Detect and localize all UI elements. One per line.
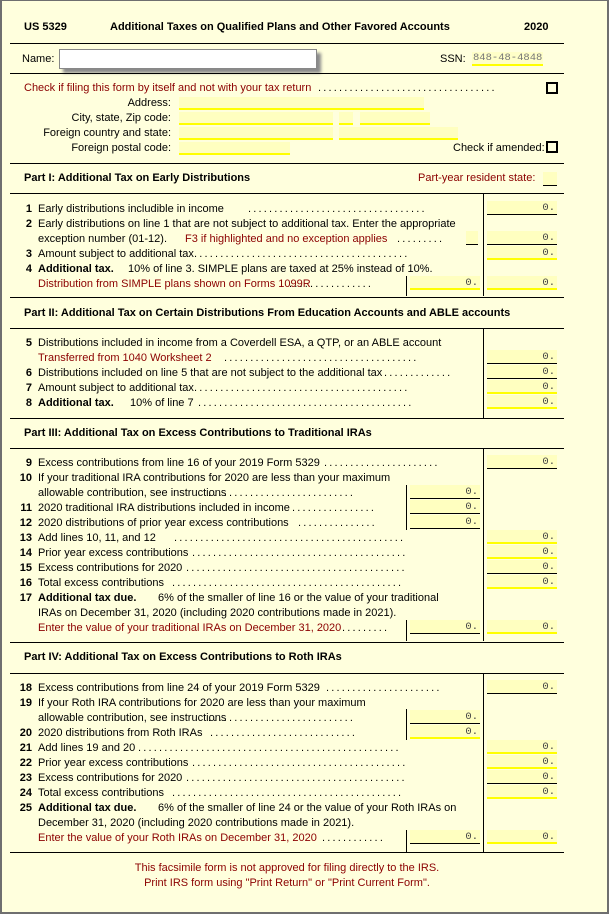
- traditional-ira-value-input[interactable]: 0.: [410, 620, 480, 634]
- line-9-input[interactable]: 0.: [487, 455, 557, 469]
- line-20-input[interactable]: 0.: [410, 725, 480, 739]
- divider: [10, 73, 564, 74]
- line-2-note: F3 if highlighted and no exception applies: [185, 233, 388, 245]
- line-number: 14: [19, 547, 32, 559]
- line-4-input[interactable]: 0.: [487, 276, 557, 290]
- line-17-input[interactable]: 0.: [487, 620, 557, 634]
- line-10-input[interactable]: 0.: [410, 485, 480, 499]
- leader-dots: ............................................: [172, 787, 404, 799]
- address-label: Address:: [127, 97, 171, 109]
- line-15-input[interactable]: 0.: [487, 560, 557, 574]
- line-14-input[interactable]: 0.: [487, 545, 557, 559]
- line-2-label-cont: exception number (01-12).: [38, 233, 168, 245]
- filing-alone-label: Check if filing this form by itself and not with your tax return: [24, 82, 312, 94]
- leader-dots: .........: [342, 622, 390, 634]
- leader-dots: ..........................................: [186, 772, 407, 784]
- leader-dots: ..........................................: [186, 562, 407, 574]
- line-25-bold-label: Additional tax due.: [38, 802, 137, 814]
- line-number: 1: [25, 203, 32, 215]
- name-input[interactable]: [59, 49, 317, 69]
- part1-title: Part I: Additional Tax on Early Distributions: [24, 172, 251, 184]
- line-13-label: Add lines 10, 11, and 12: [38, 532, 156, 544]
- line-25-input[interactable]: 0.: [487, 830, 557, 844]
- leader-dots: .....................................: [224, 352, 419, 364]
- line-13-input[interactable]: 0.: [487, 530, 557, 544]
- line-18-label: Excess contributions from line 24 of your 2019 Form 5329: [38, 682, 320, 694]
- line-number: 17: [19, 592, 32, 604]
- divider: [10, 673, 564, 674]
- name-label: Name:: [22, 53, 55, 65]
- line-4-bold-label: Additional tax.: [38, 263, 114, 275]
- ssn-label: SSN:: [440, 53, 466, 65]
- line-21-input[interactable]: 0.: [487, 740, 557, 754]
- form-id: US 5329: [24, 21, 67, 33]
- amended-label: Check if amended:: [453, 142, 545, 154]
- line-5-input[interactable]: 0.: [487, 350, 557, 364]
- line-17-bold-label: Additional tax due.: [38, 592, 137, 604]
- column-divider: [406, 485, 407, 530]
- line-3-input[interactable]: 0.: [487, 246, 557, 260]
- leader-dots: .........: [397, 233, 445, 245]
- line-15-label: Excess contributions for 2020: [38, 562, 183, 574]
- line-22-input[interactable]: 0.: [487, 755, 557, 769]
- line-6-label: Distributions included on line 5 that are not subject to the additional tax: [38, 367, 383, 379]
- line-number: 2: [25, 218, 32, 230]
- leader-dots: .........................................: [192, 757, 408, 769]
- line-number: 7: [25, 382, 32, 394]
- line-19-label: If your Roth IRA contributions for 2020 are less than your maximum: [38, 697, 366, 709]
- foreign-postal-input[interactable]: [179, 142, 290, 155]
- line-5-note: Transferred from 1040 Worksheet 2: [38, 352, 212, 364]
- line-24-label: Total excess contributions: [38, 787, 164, 799]
- line-16-label: Total excess contributions: [38, 577, 164, 589]
- line-number: 23: [19, 772, 32, 784]
- line-23-label: Excess contributions for 2020: [38, 772, 183, 784]
- line-19-label-cont: allowable contribution, see instructions: [38, 712, 227, 724]
- resident-state-input[interactable]: [543, 172, 557, 186]
- leader-dots: .........................................: [194, 382, 410, 394]
- line-21-label: Add lines 19 and 20: [38, 742, 136, 754]
- line-25-label-cont: December 31, 2020 (including 2020 contributions made in 2021).: [38, 817, 355, 829]
- line-24-input[interactable]: 0.: [487, 785, 557, 799]
- column-divider: [406, 830, 407, 852]
- line-19-input[interactable]: 0.: [410, 710, 480, 724]
- divider: [10, 448, 564, 449]
- line-2-label: Early distributions on line 1 that are not subject to additional tax. Enter the appropriate: [38, 218, 456, 230]
- foreign-country-label: Foreign country and state:: [43, 127, 171, 139]
- line-3-label: Amount subject to additional tax: [38, 248, 194, 260]
- line-number: 9: [25, 457, 32, 469]
- leader-dots: ............................: [208, 712, 356, 724]
- leader-dots: ............................................: [172, 577, 404, 589]
- line-11-input[interactable]: 0.: [410, 500, 480, 514]
- divider: [10, 852, 564, 853]
- line-18-input[interactable]: 0.: [487, 680, 557, 694]
- exception-number-input[interactable]: [466, 231, 478, 245]
- line-10-label: If your traditional IRA contributions for 2020 are less than your maximum: [38, 472, 391, 484]
- line-25-label: 6% of the smaller of line 24 or the value of your Roth IRAs on: [158, 802, 457, 814]
- column-divider: [483, 193, 484, 296]
- line-16-input[interactable]: 0.: [487, 575, 557, 589]
- line-number: 5: [25, 337, 32, 349]
- footer-disclaimer: This facsimile form is not approved for filing directly to the IRS.: [134, 862, 440, 874]
- footer-print-instructions: Print IRS form using "Print Return" or "Print Current Form".: [144, 877, 430, 889]
- leader-dots: ................: [292, 502, 377, 514]
- leader-dots: ...............: [298, 517, 377, 529]
- line-number: 13: [19, 532, 32, 544]
- simple-distribution-input[interactable]: 0.: [410, 276, 480, 290]
- column-divider: [483, 328, 484, 418]
- city-input[interactable]: [179, 112, 333, 125]
- filing-alone-checkbox[interactable]: [546, 82, 558, 94]
- line-11-label: 2020 traditional IRA distributions included in income: [38, 502, 290, 514]
- part3-title: Part III: Additional Tax on Excess Contributions to Traditional IRAs: [24, 427, 372, 439]
- leader-dots: ..................................: [318, 82, 497, 94]
- leader-dots: ............................: [210, 727, 358, 739]
- line-number: 22: [19, 757, 32, 769]
- ssn-field[interactable]: 848-48-4848: [473, 52, 543, 64]
- line-1-label: Early distributions includible in income: [38, 203, 224, 215]
- foreign-state-input[interactable]: [339, 127, 458, 140]
- line-number: 6: [25, 367, 32, 379]
- line-20-label: 2020 distributions from Roth IRAs: [38, 727, 203, 739]
- column-divider: [483, 673, 484, 852]
- form-title: Additional Taxes on Qualified Plans and Other Favored Accounts: [110, 21, 450, 33]
- line-7-label: Amount subject to additional tax: [38, 382, 194, 394]
- column-divider: [483, 448, 484, 641]
- foreign-postal-label: Foreign postal code:: [71, 142, 171, 154]
- line-number: 21: [19, 742, 32, 754]
- line-number: 3: [25, 248, 32, 260]
- line-17-label: 6% of the smaller of line 16 or the value of your traditional: [158, 592, 439, 604]
- line-7-input[interactable]: 0.: [487, 380, 557, 394]
- resident-state-label: Part-year resident state:: [418, 172, 536, 184]
- leader-dots: ............................................: [174, 532, 406, 544]
- line-number: 4: [25, 263, 32, 275]
- address-input[interactable]: [179, 97, 424, 110]
- leader-dots: ................: [289, 278, 374, 290]
- divider: [10, 297, 564, 298]
- line-10-label-cont: allowable contribution, see instructions: [38, 487, 227, 499]
- divider: [10, 328, 564, 329]
- roth-ira-value-input[interactable]: 0.: [410, 830, 480, 844]
- part4-title: Part IV: Additional Tax on Excess Contributions to Roth IRAs: [24, 651, 342, 663]
- form-year: 2020: [524, 21, 549, 33]
- line-number: 12: [19, 517, 32, 529]
- line-14-label: Prior year excess contributions: [38, 547, 189, 559]
- line-number: 8: [25, 397, 32, 409]
- leader-dots: ..................................: [248, 203, 427, 215]
- line-17-label-cont: IRAs on December 31, 2020 (including 2020 contributions made in 2021).: [38, 607, 397, 619]
- line-number: 20: [19, 727, 32, 739]
- column-divider: [406, 276, 407, 296]
- line-number: 11: [20, 502, 32, 514]
- line-4-note: Distribution from SIMPLE plans shown on Forms 1099R: [38, 278, 311, 290]
- line-number: 16: [19, 577, 32, 589]
- divider: [10, 418, 564, 419]
- part2-title: Part II: Additional Tax on Certain Distributions From Education Accounts and ABLE accounts: [24, 307, 511, 319]
- column-divider: [406, 620, 407, 641]
- leader-dots: ............: [322, 832, 386, 844]
- leader-dots: .............: [384, 367, 453, 379]
- divider: [10, 163, 564, 164]
- leader-dots: ......................: [324, 457, 440, 469]
- column-divider: [406, 709, 407, 740]
- line-25-note: Enter the value of your Roth IRAs on December 31, 2020: [38, 832, 317, 844]
- divider: [10, 43, 564, 44]
- line-8-input[interactable]: 0.: [487, 395, 557, 409]
- line-2-input[interactable]: 0.: [487, 231, 557, 245]
- line-6-input[interactable]: 0.: [487, 365, 557, 379]
- line-23-input[interactable]: 0.: [487, 770, 557, 784]
- divider: [10, 642, 564, 643]
- line-8-label: 10% of line 7: [130, 397, 194, 409]
- state-input[interactable]: [339, 112, 353, 125]
- foreign-country-input[interactable]: [179, 127, 333, 140]
- divider: [10, 193, 564, 194]
- line-9-label: Excess contributions from line 16 of your 2019 Form 5329: [38, 457, 320, 469]
- leader-dots: ......................: [326, 682, 442, 694]
- line-number: 15: [19, 562, 32, 574]
- line-1-input[interactable]: 0.: [487, 201, 557, 215]
- zip-input[interactable]: [360, 112, 430, 125]
- line-number: 10: [19, 472, 32, 484]
- leader-dots: .........................................: [194, 248, 410, 260]
- leader-dots: ..................................................: [138, 742, 401, 754]
- line-4-label: 10% of line 3. SIMPLE plans are taxed at 25% instead of 10%.: [128, 263, 433, 275]
- leader-dots: .........................................: [198, 397, 414, 409]
- line-17-note: Enter the value of your traditional IRAs on December 31, 2020: [38, 622, 342, 634]
- line-number: 25: [19, 802, 32, 814]
- line-8-bold-label: Additional tax.: [38, 397, 114, 409]
- line-number: 18: [19, 682, 32, 694]
- leader-dots: .........................................: [192, 547, 408, 559]
- amended-checkbox[interactable]: [546, 141, 558, 153]
- line-5-label: Distributions included in income from a Coverdell ESA, a QTP, or an ABLE account: [38, 337, 442, 349]
- line-22-label: Prior year excess contributions: [38, 757, 189, 769]
- line-number: 19: [19, 697, 32, 709]
- line-12-input[interactable]: 0.: [410, 515, 480, 529]
- line-12-label: 2020 distributions of prior year excess contributions: [38, 517, 289, 529]
- city-state-zip-label: City, state, Zip code:: [71, 112, 171, 124]
- leader-dots: ............................: [208, 487, 356, 499]
- line-number: 24: [19, 787, 32, 799]
